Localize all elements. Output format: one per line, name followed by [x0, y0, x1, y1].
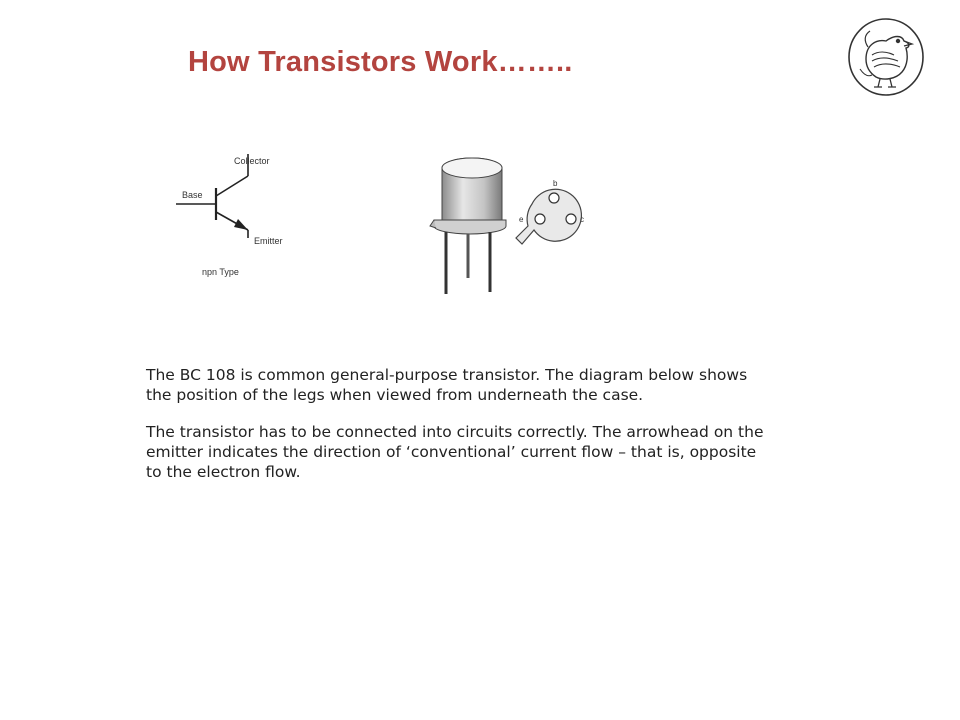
npn-transistor-symbol	[176, 150, 306, 285]
pin-right-label: c	[580, 215, 584, 224]
to18-package-graphic	[420, 148, 600, 296]
pin-top-label: b	[553, 179, 558, 188]
emitter-label: Emitter	[254, 236, 283, 246]
transistor-symbol-graphic	[176, 150, 306, 285]
pin-left-label: e	[519, 215, 524, 224]
base-label: Base	[182, 190, 203, 200]
slide-title: How Transistors Work……..	[188, 46, 573, 78]
bird-logo-icon	[846, 17, 926, 97]
body-text	[146, 365, 776, 499]
transistor-package-diagram	[420, 148, 600, 296]
paragraph-connection: The transistor has to be connected into circuits correctly. The arrowhead on the emitter indicates the direction of ‘conventional’ current flow – that is, opposite to the electron flow.	[146, 423, 764, 481]
collector-label: Collector	[234, 156, 270, 166]
paragraph-bc108: The BC 108 is common general-purpose transistor. The diagram below shows the position of the legs when viewed from underneath the case.	[146, 366, 748, 404]
type-label: npn Type	[202, 267, 239, 277]
